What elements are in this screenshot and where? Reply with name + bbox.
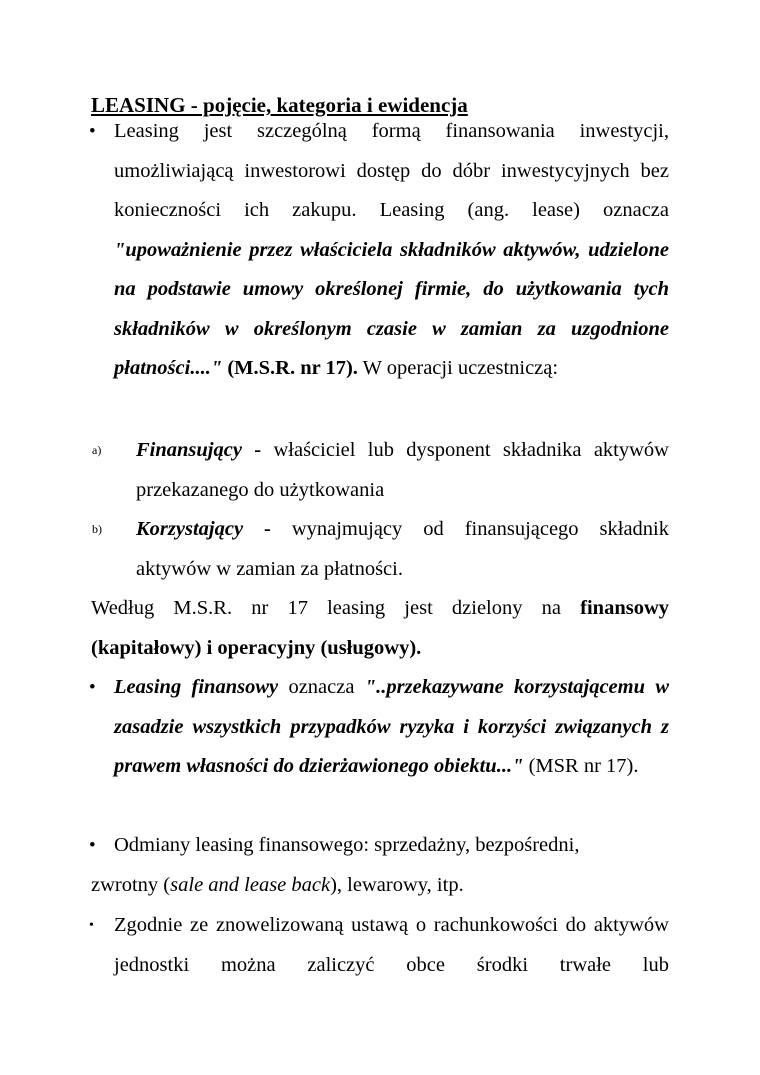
document-title: LEASING - pojęcie, kategoria i ewidencja [91,93,468,117]
variants-line-2-start: zwrotny ( [91,874,171,896]
bullet-2: • [89,677,96,698]
definition-intro: Leasing jest szczególną formą finansowania inwestycji, umożliwiającą inwestorowi dostęp do dóbr inwestycyjnych bez konieczności ich zakupu. Leasing (ang. lease) oznacza [114,120,669,221]
desc-finansujacy: właściciel lub dysponent składnika aktywów przekazanego do użytkowania [136,439,669,501]
definition-quote: "upoważnienie przez właściciela składników aktywów, udzielone na podstawie umowy określonej firmie, do użytkowania tych składników w określonym czasie w zamian za uzgodnione płatności...." [114,238,669,379]
desc-korzystajacy: wynajmujący od finansującego składnik aktywów w zamian za płatności. [136,518,669,580]
finance-leasing-source: (MSR nr 17). [523,755,639,777]
bullet-3: • [89,835,96,856]
types-intro: Według M.S.R. nr 17 leasing jest dzielony na [91,597,581,619]
variants-line-2-end: ), lewarowy, itp. [330,874,464,896]
finance-leasing-paragraph [114,668,669,787]
variants-line-1: Odmiany leasing finansowego: sprzedażny, bezpośredni, [114,834,580,856]
variants-sale-and-lease-back: sale and lease back [170,874,331,896]
types-bold: finansowy (kapitałowy) i operacyjny (usługowy). [91,597,669,659]
list-marker-b: b) [92,522,102,536]
finance-leasing-quote: "..przekazywane korzystającemu w zasadzie wszystkich przypadków ryzyka i korzyści związanych z prawem własności do dzierżawionego obiektu..." [114,676,669,777]
leasing-types-paragraph [91,589,669,668]
accounting-act-paragraph: Zgodnie ze znowelizowaną ustawą o rachunkowości do aktywów jednostki można zaliczyć obce środki trwałe lub [114,914,669,976]
list-item-korzystajacy [136,510,669,589]
bullet-1: • [89,121,96,142]
variants-line-2 [91,866,669,906]
term-korzystajacy: Korzystający [136,518,244,540]
finance-leasing-mid: oznacza [278,676,365,698]
bullet-4: • [89,918,94,933]
list-item-finansujacy [136,431,669,510]
definition-source: (M.S.R. nr 17). [222,357,358,379]
term-dash: - [243,518,292,540]
term-dash: - [241,439,274,461]
finance-leasing-term: Leasing finansowy [114,676,279,698]
term-finansujacy: Finansujący [136,439,242,461]
list-marker-a: a) [92,443,102,457]
leasing-definition-paragraph [114,112,669,389]
definition-participants-intro: W operacji uczestniczą: [357,357,559,379]
